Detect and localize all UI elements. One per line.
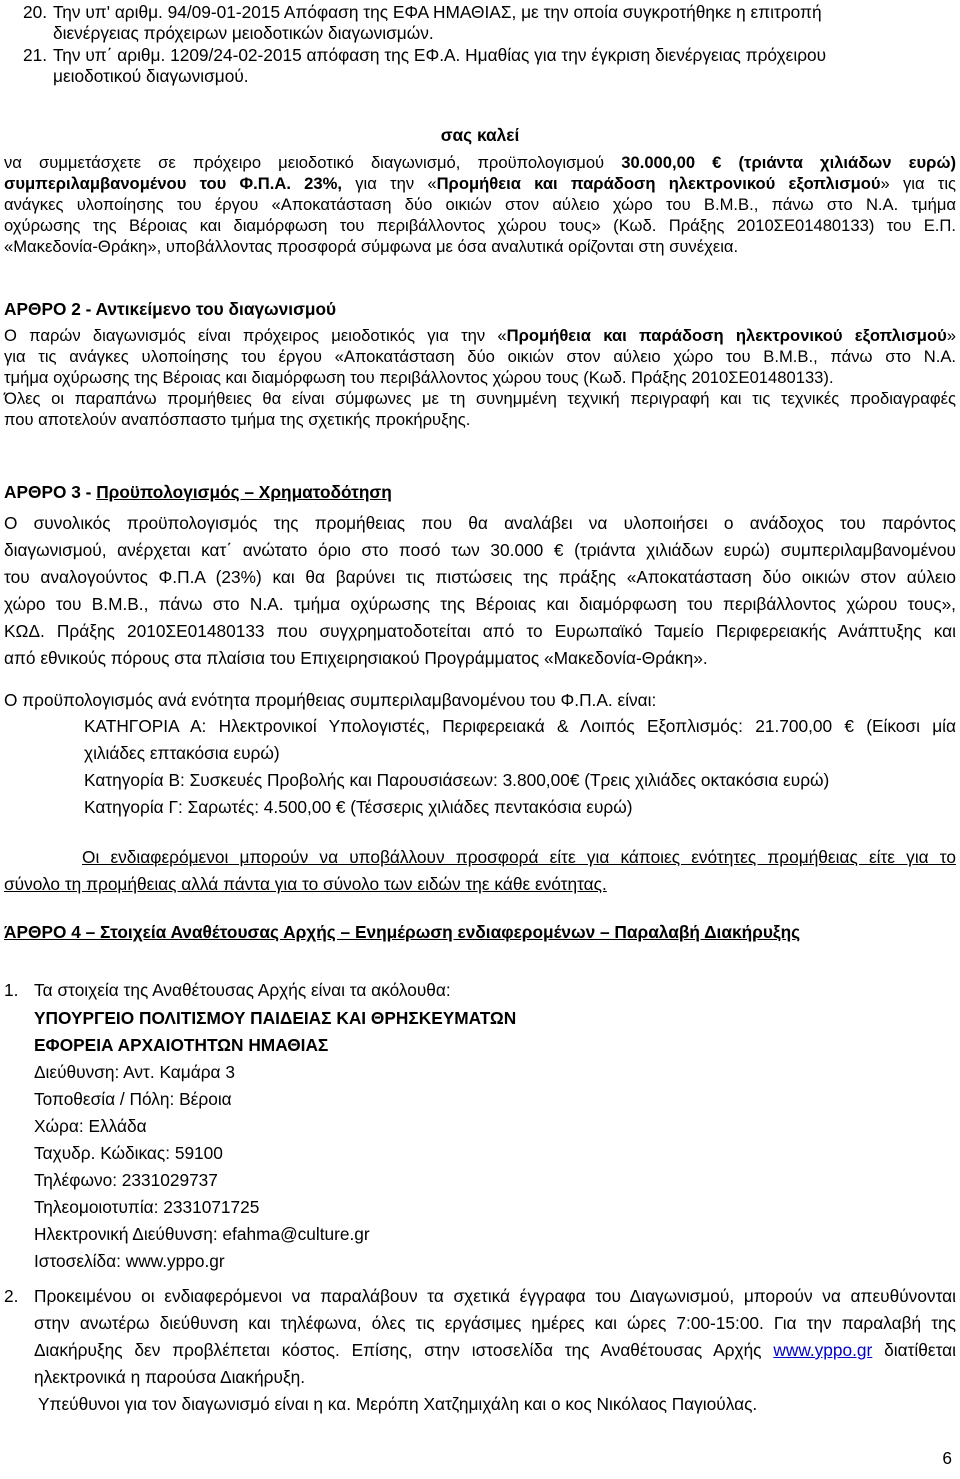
website-link[interactable]: www.yppo.gr bbox=[773, 1340, 873, 1360]
list-number: 2. bbox=[4, 1286, 19, 1306]
list-number: 1. bbox=[4, 980, 19, 1000]
org-ephorate: ΕΦΟΡΕΙΑ ΑΡΧΑΙΟΤΗΤΩΝ ΗΜΑΘΙΑΣ bbox=[34, 1035, 329, 1055]
submission-note: Οι ενδιαφερόμενοι μπορούν να υποβάλλουν προσφορά είτε για κάποιες ενότητες προμήθειας είτε για το σύνολο τη προμήθειας αλλά πάντα για το σύνολο των ειδών τηε κάθε ενότητας. bbox=[4, 847, 956, 894]
invite-heading: σας καλεί bbox=[440, 125, 520, 145]
article-4-item-1: 1. Τα στοιχεία της Αναθέτουσας Αρχής είναι τα ακόλουθα: ΥΠΟΥΡΓΕΙΟ ΠΟΛΙΤΙΣΜΟΥ ΠΑΙΔΕΙΑΣ ΚΑΙ ΘΡΗΣΚΕΥΜΑΤΩΝ ΕΦΟΡΕΙΑ ΑΡΧΑΙΟΤΗΤΩΝ ΗΜΑΘΙΑΣ Διεύθυνση: Αντ. Καμάρα 3 Τοποθεσία / Πόλη: Βέροια Χώρα: Ελλάδα Ταχυδρ. Κώδικας: 59100 Τηλέφωνο: 2331029737 Τηλεομοιοτυπία: 2331071725 Ηλεκτρονική Διεύθυνση: efahma@culture.gr Ιστοσελίδα: www.yppo.gr bbox=[0, 980, 960, 1275]
category-c: Κατηγορία Γ: Σαρωτές: 4.500,00 € (Τέσσερις χιλιάδες πεντακόσια ευρώ) bbox=[84, 797, 633, 817]
article-2-body: Ο παρών διαγωνισμός είναι πρόχειρος μειοδοτικός για την «Προμήθεια και παράδοση ηλεκτρονικού εξοπλισμού» για τις ανάγκες υλοποίησης του έργου «Αποκατάσταση δύο οικιών στον αύλειο χώρο του Β.Μ.Β., πάνω στο Ν.Α. τμήμα οχύρωσης της Βέροιας και διαμόρφωση του περιβάλλοντος χώρου τους (Κωδ. Πράξης 2010ΣΕ01480133). Όλες οι παραπάνω προμήθειες θα είναι σύμφωνες με τη συνημμένη τεχνική περιγραφή και τις τεχνικές προδιαγραφές που αποτελούν αναπόσπαστο τμήμα της σχετικής προκήρυξης. bbox=[4, 326, 956, 429]
invite-paragraph: να συμμετάσχετε σε πρόχειρο μειοδοτικό διαγωνισμό, προϋπολογισμού 30.000,00 € (τριάντα χιλιάδων ευρώ) συμπεριλαμβανομένου του Φ.Π.Α. 23%, για την «Προμήθεια και παράδοση ηλεκτρονικού εξοπλισμού» για τις ανάγκες υλοποίησης του έργου «Αποκατάσταση δύο οικιών στον αύλειο χώρο του Β.Μ.Β., πάνω στο Ν.Α. τμήμα οχύρωσης της Βέροιας και διαμόρφωση του περιβάλλοντος χώρου τους» (Κωδ. Πράξης 2010ΣΕ01480133) του Ε.Π. «Μακεδονία-Θράκη», υποβάλλοντας προσφορά σύμφωνα με όσα αναλυτικά ορίζονται στη συνέχεια. bbox=[4, 153, 957, 256]
city: Τοποθεσία / Πόλη: Βέροια bbox=[34, 1089, 232, 1109]
list-number: 21. bbox=[23, 45, 48, 65]
fax: Τηλεομοιοτυπία: 2331071725 bbox=[34, 1197, 260, 1217]
responsible-persons: Υπεύθυνοι για τον διαγωνισμό είναι η κα. Μερόπη Χατζημιχάλη και ο κος Νικόλαος Παγιούλας. bbox=[38, 1394, 758, 1414]
list-item-20 bbox=[0, 2, 960, 44]
article-2-title: ΑΡΘΡΟ 2 - Αντικείμενο του διαγωνισμού bbox=[4, 299, 337, 319]
article-3-title: ΑΡΘΡΟ 3 - Προϋπολογισμός – Χρηματοδότηση bbox=[4, 482, 392, 502]
email: Ηλεκτρονική Διεύθυνση: efahma@culture.gr bbox=[34, 1224, 370, 1244]
category-b: Κατηγορία Β: Συσκευές Προβολής και Παρουσιάσεων: 3.800,00€ (Τρεις χιλιάδες οκτακόσια ευρώ) bbox=[84, 770, 830, 790]
page-number: 6 bbox=[942, 1448, 952, 1468]
list-text: διενέργειας πρόχειρων μειοδοτικών διαγωνισμών. bbox=[53, 23, 434, 43]
budget-categories bbox=[0, 713, 960, 821]
org-ministry: ΥΠΟΥΡΓΕΙΟ ΠΟΛΙΤΙΣΜΟΥ ΠΑΙΔΕΙΑΣ ΚΑΙ ΘΡΗΣΚΕΥΜΑΤΩΝ bbox=[34, 1008, 517, 1028]
list-number: 20. bbox=[23, 2, 48, 22]
postal-code: Ταχυδρ. Κώδικας: 59100 bbox=[34, 1143, 223, 1163]
list-text: μειοδοτικού διαγωνισμού. bbox=[53, 66, 249, 86]
list-text: Την υπ' αριθμ. 94/09-01-2015 Απόφαση της ΕΦΑ ΗΜΑΘΙΑΣ, με την οποία συγκροτήθηκε η επιτροπή bbox=[53, 2, 822, 22]
budget-amount: 30.000,00 € (τριάντα χιλιάδων ευρώ) bbox=[621, 153, 956, 172]
list-text: Την υπ΄ αριθμ. 1209/24-02-2015 απόφαση της ΕΦ.Α. Ημαθίας για την έγκριση διενέργειας πρόχειρου bbox=[53, 45, 827, 65]
list-item-21 bbox=[0, 45, 960, 87]
article-4-title: ΆΡΘΡΟ 4 – Στοιχεία Αναθέτουσας Αρχής – Ενημέρωση ενδιαφερομένων – Παραλαβή Διακήρυξης bbox=[4, 922, 801, 942]
contact-details bbox=[0, 1005, 960, 1275]
article-3-body: Ο συνολικός προϋπολογισμός της προμήθειας που θα αναλάβει να υλοποιήσει ο ανάδοχος του παρόντος διαγωνισμού, ανέρχεται κατ΄ ανώτατο όριο στο ποσό των 30.000 € (τριάντα χιλιάδων ευρώ) συμπεριλαμβανομένου του αναλογούντος Φ.Π.Α (23%) και θα βαρύνει τις πιστώσεις της πράξης «Αποκατάσταση δύο οικιών στον αύλειο χώρο του Β.Μ.Β., πάνω στο Ν.Α. τμήμα οχύρωσης της Βέροιας και διαμόρφωση του περιβάλλοντος χώρου τους», ΚΩΔ. Πράξης 2010ΣΕ01480133 που συγχρηματοδοτείται από το Ευρωπαϊκό Ταμείο Περιφερειακής Ανάπτυξης και από εθνικούς πόρους στα πλαίσια του Επιχειρησιακού Προγράμματος «Μακεδονία-Θράκη». bbox=[4, 513, 956, 668]
country: Χώρα: Ελλάδα bbox=[34, 1116, 147, 1136]
budget-intro: Ο προϋπολογισμός ανά ενότητα προμήθειας συμπεριλαμβανομένου του Φ.Π.Α. είναι: bbox=[4, 690, 657, 710]
phone: Τηλέφωνο: 2331029737 bbox=[34, 1170, 218, 1190]
category-a: ΚΑΤΗΓΟΡΙΑ Α: Ηλεκτρονικοί Υπολογιστές, Περιφερειακά & Λοιπός Εξοπλισμός: 21.700,00 € (Είκοσι μία bbox=[84, 716, 956, 736]
project-title: Προμήθεια και παράδοση ηλεκτρονικού εξοπλισμού bbox=[436, 174, 881, 193]
article-4-item-2: 2. Προκειμένου οι ενδιαφερόμενοι να παραλάβουν τα σχετικά έγγραφα του Διαγωνισμού, μπορούν να απευθύνονται στην ανωτέρω διεύθυνση και τηλέφωνα, όλες τις εργάσιμες ημέρες και ώρες 7:00-15:00. Για την παραλαβή της Διακήρυξης δεν προβλέπεται κόστος. Επίσης, στην ιστοσελίδα της Αναθέτουσας Αρχής www.yppo.gr διατίθεται ηλεκτρονικά η παρούσα Διακήρυξη. Υπεύθυνοι για τον διαγωνισμό είναι η κα. Μερόπη Χατζημιχάλη και ο κος Νικόλαος Παγιούλας. bbox=[0, 1283, 960, 1418]
website: Ιστοσελίδα: www.yppo.gr bbox=[34, 1251, 225, 1271]
category-a-cont: χιλιάδες επτακόσια ευρώ) bbox=[84, 743, 280, 763]
address: Διεύθυνση: Αντ. Καμάρα 3 bbox=[34, 1062, 235, 1082]
